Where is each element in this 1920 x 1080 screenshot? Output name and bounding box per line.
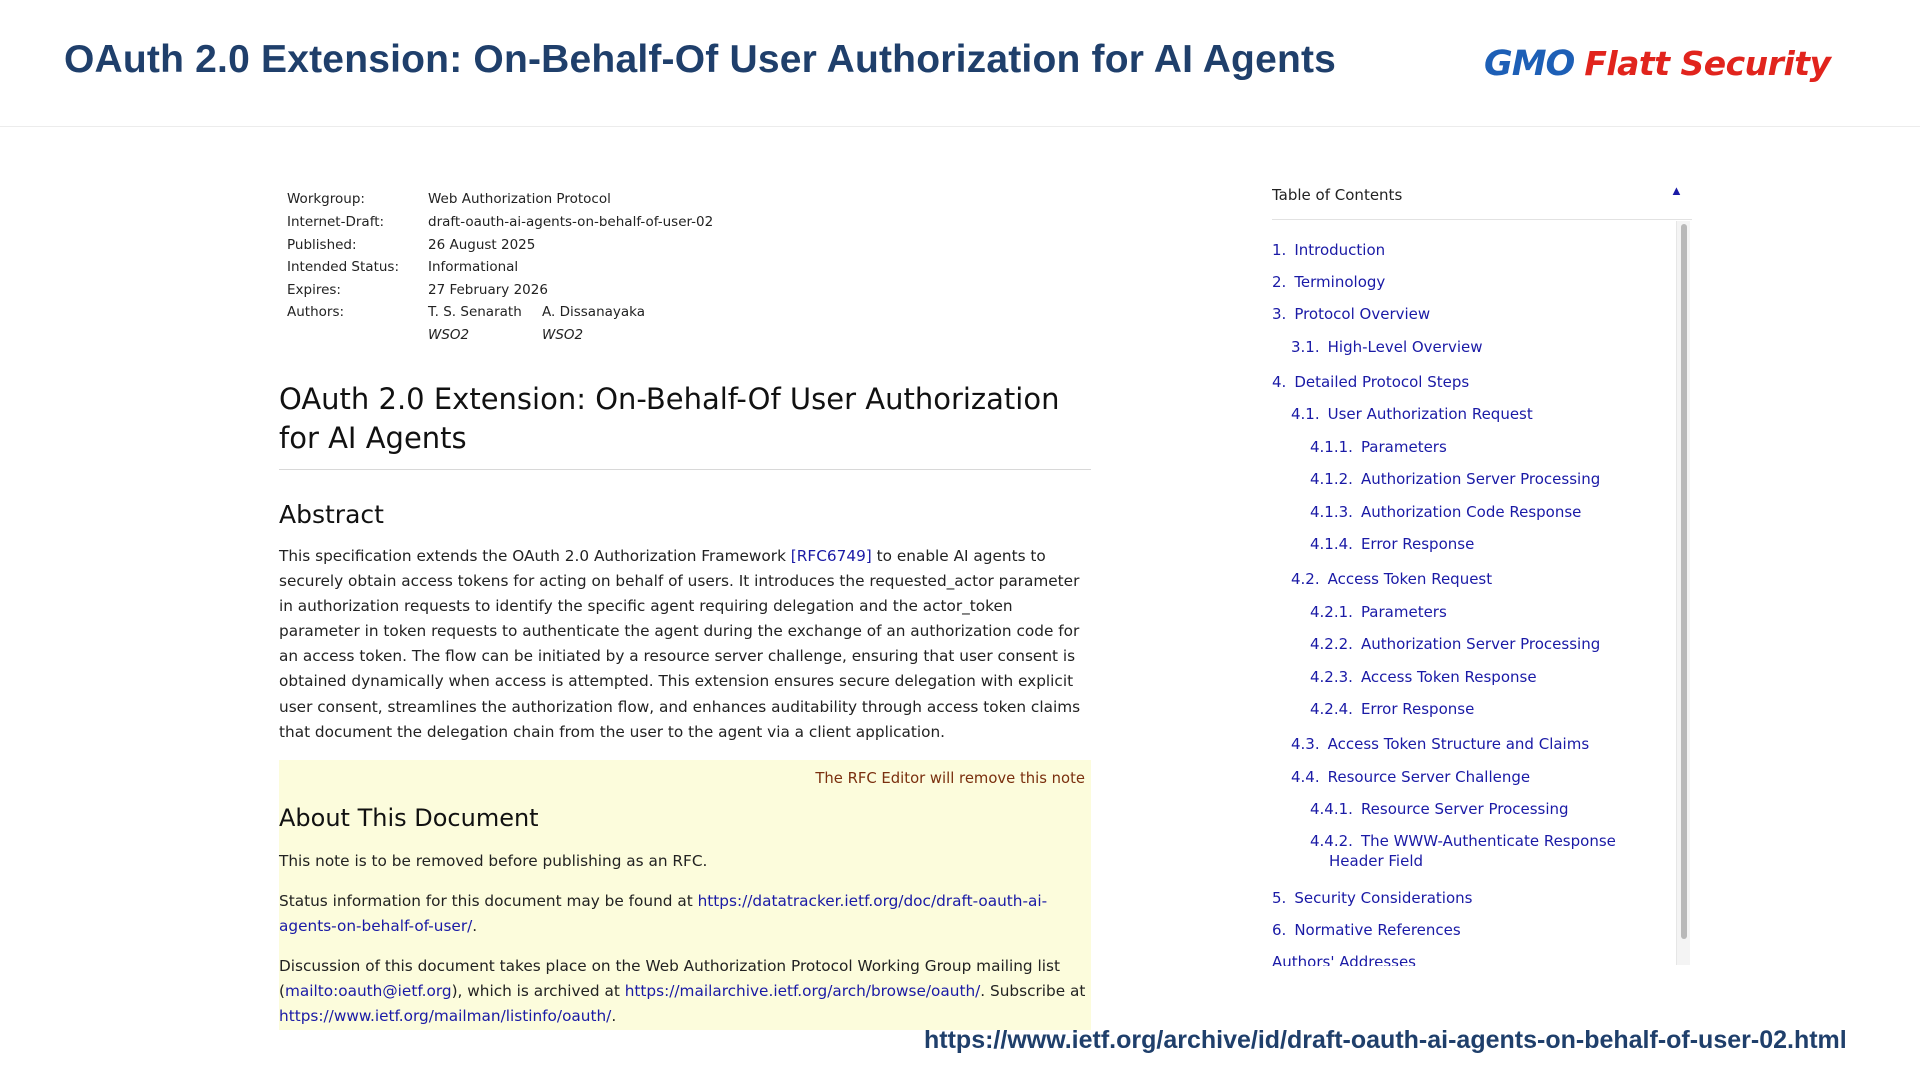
- title-divider: [279, 469, 1091, 470]
- abstract-text: [279, 544, 1091, 745]
- mailarchive-link[interactable]: https://mailarchive.ietf.org/arch/browse/oauth/: [624, 982, 981, 1001]
- table-of-contents: [1272, 176, 1692, 966]
- toc-item[interactable]: [1310, 699, 1474, 719]
- toc-label: Authors' Addresses: [1272, 953, 1416, 966]
- toc-item[interactable]: [1291, 337, 1483, 357]
- abstract-post: to enable AI agents to securely obtain access tokens for acting on behalf of users. It introduces the requested_actor parameter in authorization requests to identify the specific agent requiring delegation and the actor_token parameter in token requests to authenticate the agent during the exchange of an authorization code for an access token. The flow can be initiated by a resource server challenge, ensuring that user consent is obtained dynamically when access is attempted. This extension ensures secure delegation with explicit user consent, streamlines the authorization flow, and enhances auditability through access token claims that document the delegation chain from the user to the agent via a client application.: [279, 547, 1081, 741]
- toc-item[interactable]: [1291, 404, 1533, 424]
- abstract-pre: This specification extends the OAuth 2.0 Authorization Framework: [279, 547, 791, 565]
- toc-item[interactable]: [1310, 437, 1447, 457]
- toc-label: Access Token Request: [1327, 570, 1493, 588]
- toc-collapse-icon[interactable]: ▲: [1670, 183, 1683, 198]
- slide-header: [0, 0, 1920, 127]
- toc-label: Parameters: [1360, 603, 1447, 621]
- abstract-heading: Abstract: [279, 500, 384, 529]
- note-paragraph-discussion: [279, 954, 1091, 1029]
- toc-label: High-Level Overview: [1327, 338, 1483, 356]
- toc-item[interactable]: [1310, 831, 1616, 871]
- rfc6749-link[interactable]: [RFC6749]: [790, 547, 872, 565]
- toc-num: 4.1.1.: [1310, 438, 1353, 456]
- toc-num: 1.: [1272, 241, 1287, 259]
- toc-label: Error Response: [1360, 535, 1475, 553]
- rfc-editor-note: [279, 760, 1091, 1030]
- toc-item[interactable]: [1310, 634, 1600, 654]
- toc-num: 4.4.1.: [1310, 800, 1353, 818]
- about-heading: About This Document: [279, 804, 539, 832]
- meta-value: Web Authorization Protocol: [428, 191, 611, 208]
- toc-label: Access Token Structure and Claims: [1327, 735, 1590, 753]
- author: [428, 301, 542, 346]
- toc-label: Introduction: [1294, 241, 1386, 259]
- toc-label: Terminology: [1294, 273, 1386, 291]
- meta-row: [287, 211, 713, 234]
- author-name: A. Dissanayaka: [542, 304, 646, 321]
- toc-label: Authorization Code Response: [1360, 503, 1582, 521]
- logo-gmo: GMO: [1484, 44, 1575, 84]
- toc-num: 4.3.: [1291, 735, 1320, 753]
- toc-item[interactable]: [1272, 888, 1472, 908]
- subscribe-link[interactable]: https://www.ietf.org/mailman/listinfo/oauth/: [279, 1007, 612, 1026]
- toc-item[interactable]: [1310, 469, 1600, 489]
- toc-label: Error Response: [1360, 700, 1475, 718]
- note-paragraph-status: [279, 889, 1091, 939]
- toc-item[interactable]: [1310, 667, 1537, 687]
- toc-num: 4.1.4.: [1310, 535, 1353, 553]
- meta-row: [287, 279, 713, 302]
- status-post: .: [472, 917, 478, 936]
- meta-row: [287, 233, 713, 256]
- toc-label-continued: Header Field: [1329, 852, 1424, 870]
- toc-num: 2.: [1272, 273, 1287, 291]
- meta-key: Workgroup:: [287, 191, 365, 208]
- toc-num: 4.1.2.: [1310, 470, 1353, 488]
- meta-key: Expires:: [287, 282, 341, 299]
- toc-label: Protocol Overview: [1294, 305, 1431, 323]
- toc-label: Normative References: [1294, 921, 1461, 939]
- slide-title: OAuth 2.0 Extension: On-Behalf-Of User Authorization for AI Agents: [64, 38, 1337, 81]
- meta-key: Intended Status:: [287, 259, 399, 276]
- meta-value: 26 August 2025: [428, 236, 536, 253]
- toc-scrollbar-thumb[interactable]: [1681, 224, 1687, 939]
- toc-num: 4.2.4.: [1310, 700, 1353, 718]
- document-metadata: [287, 188, 713, 347]
- author-name: T. S. Senarath: [428, 304, 522, 321]
- document-title: OAuth 2.0 Extension: On-Behalf-Of User Authorization for AI Agents: [279, 382, 1060, 455]
- gmo-flatt-security-logo: [1484, 44, 1831, 86]
- toc-num: 5.: [1272, 889, 1287, 907]
- meta-key: Authors:: [287, 304, 345, 321]
- toc-num: 6.: [1272, 921, 1287, 939]
- meta-row: [287, 188, 713, 211]
- meta-value: draft-oauth-ai-agents-on-behalf-of-user-02: [428, 214, 714, 231]
- toc-scrollbar[interactable]: [1676, 221, 1690, 965]
- logo-flatt-security: Flatt Security: [1584, 44, 1831, 83]
- toc-divider: [1272, 219, 1692, 220]
- toc-item[interactable]: [1310, 534, 1474, 554]
- toc-item[interactable]: [1272, 372, 1469, 392]
- toc-num: 4.2.: [1291, 570, 1320, 588]
- toc-num: 3.: [1272, 305, 1287, 323]
- meta-key: Published:: [287, 236, 357, 253]
- status-pre: Status information for this document may be found at: [279, 892, 698, 910]
- toc-item[interactable]: [1272, 920, 1461, 940]
- note-paragraph: This note is to be removed before publishing as an RFC.: [279, 852, 708, 870]
- author-org: WSO2: [428, 327, 470, 344]
- toc-heading: Table of Contents: [1272, 186, 1403, 204]
- datatracker-link[interactable]: https://datatracker.ietf.org/doc/draft-oauth-ai-agents-on-behalf-of-user/: [279, 892, 1048, 936]
- author: [542, 301, 656, 346]
- toc-label: Access Token Response: [1360, 668, 1537, 686]
- toc-item[interactable]: [1310, 502, 1581, 522]
- toc-label: Resource Server Challenge: [1327, 768, 1531, 786]
- toc-item[interactable]: [1272, 240, 1385, 260]
- meta-value: Informational: [428, 259, 519, 276]
- toc-num: 4.2.1.: [1310, 603, 1353, 621]
- toc-num: 4.1.: [1291, 405, 1320, 423]
- mailto-link[interactable]: mailto:oauth@ietf.org: [284, 982, 452, 1001]
- toc-num: 4.4.: [1291, 768, 1320, 786]
- toc-item[interactable]: [1310, 799, 1569, 819]
- toc-num: 4.4.2.: [1310, 832, 1353, 850]
- discussion-end: .: [611, 1007, 617, 1026]
- toc-item[interactable]: [1272, 272, 1385, 292]
- toc-label: Detailed Protocol Steps: [1294, 373, 1470, 391]
- toc-label: User Authorization Request: [1327, 405, 1533, 423]
- toc-num: 4.: [1272, 373, 1287, 391]
- toc-item[interactable]: [1291, 569, 1492, 589]
- source-url-caption: https://www.ietf.org/archive/id/draft-oauth-ai-agents-on-behalf-of-user-02.html: [924, 1026, 1847, 1054]
- meta-key: Internet-Draft:: [287, 214, 385, 231]
- toc-num: 3.1.: [1291, 338, 1320, 356]
- toc-label: Resource Server Processing: [1360, 800, 1569, 818]
- toc-num: 4.2.2.: [1310, 635, 1353, 653]
- toc-label: Authorization Server Processing: [1360, 635, 1601, 653]
- discussion-pre: Discussion of this document takes place on the Web Authorization Protocol Working Group mailing list (: [279, 957, 1060, 1001]
- toc-item[interactable]: [1291, 767, 1530, 787]
- toc-item[interactable]: [1272, 952, 1416, 966]
- meta-row: [287, 256, 713, 279]
- toc-item[interactable]: [1272, 304, 1430, 324]
- author-org: WSO2: [542, 327, 584, 344]
- rfc-editor-remove-note: The RFC Editor will remove this note: [815, 770, 1085, 787]
- toc-label: Security Considerations: [1294, 889, 1473, 907]
- toc-label: The WWW-Authenticate Response: [1360, 832, 1616, 850]
- discussion-sub: . Subscribe at: [980, 982, 1086, 1001]
- toc-item[interactable]: [1310, 602, 1447, 622]
- toc-label: Authorization Server Processing: [1360, 470, 1601, 488]
- meta-authors: [287, 301, 713, 346]
- toc-num: 4.1.3.: [1310, 503, 1353, 521]
- toc-num: 4.2.3.: [1310, 668, 1353, 686]
- meta-value: 27 February 2026: [428, 282, 548, 299]
- discussion-mid: ), which is archived at: [451, 982, 625, 1001]
- toc-label: Parameters: [1360, 438, 1447, 456]
- toc-item[interactable]: [1291, 734, 1589, 754]
